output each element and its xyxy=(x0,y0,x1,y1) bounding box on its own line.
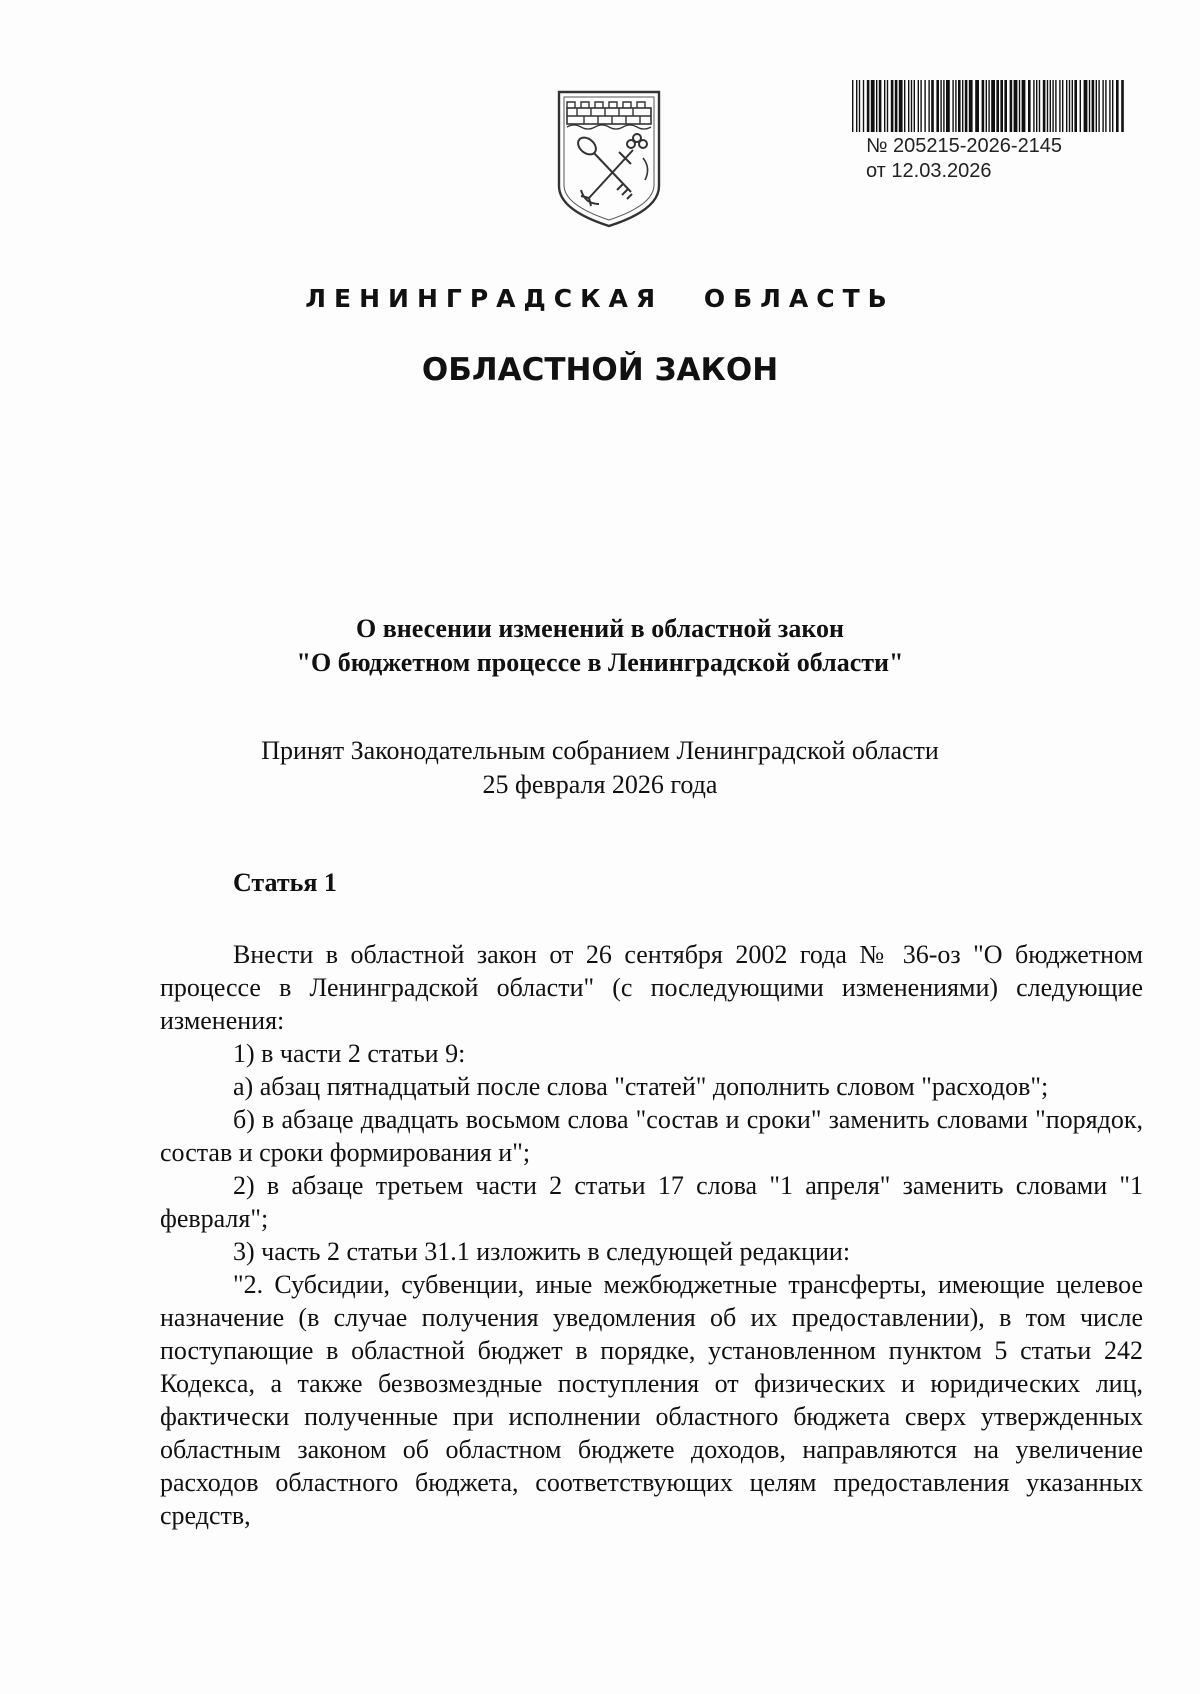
barcode-bar xyxy=(904,80,905,132)
barcode-bar xyxy=(1066,80,1067,132)
barcode-bar xyxy=(895,80,898,132)
adoption-note-line-1: Принят Законодательным собранием Ленинградской области xyxy=(261,736,939,765)
barcode-bar xyxy=(936,80,939,132)
barcode-bar xyxy=(1010,80,1013,132)
barcode-bar xyxy=(1069,80,1070,132)
barcode-bar xyxy=(914,80,915,132)
barcode-bar xyxy=(871,80,875,132)
barcode-bar xyxy=(943,80,944,132)
barcode-bar xyxy=(863,80,864,132)
law-title-line-2: "О бюджетном процессе в Ленинградской области" xyxy=(296,648,904,677)
barcode-bar xyxy=(1116,80,1119,132)
barcode-bar xyxy=(1047,80,1048,132)
paragraph: 1) в части 2 статьи 9: xyxy=(233,1039,466,1068)
barcode-bar xyxy=(1096,80,1097,132)
barcode-bar xyxy=(1121,80,1124,132)
article-body xyxy=(160,938,1143,1532)
law-title xyxy=(0,612,1200,680)
barcode-bar xyxy=(1074,80,1077,132)
barcode-bar xyxy=(899,80,903,132)
barcode-bar xyxy=(1080,80,1081,132)
barcode-bar xyxy=(924,80,925,132)
region-name: ЛЕНИНГРАДСКАЯ ОБЛАСТЬ xyxy=(305,284,895,313)
barcode-bar xyxy=(859,80,860,132)
barcode-bar xyxy=(946,80,950,132)
barcode-bar xyxy=(911,80,912,132)
barcode-bar xyxy=(1098,80,1099,132)
registration-date: от 12.03.2026 xyxy=(866,160,992,182)
barcode-bar xyxy=(1055,80,1056,132)
barcode-bar xyxy=(991,80,995,132)
adoption-date: 25 февраля 2026 года xyxy=(482,770,718,799)
barcode-bar xyxy=(1043,80,1046,132)
barcode-bar xyxy=(965,80,968,132)
barcode-bar xyxy=(986,80,987,132)
barcode-bar xyxy=(928,80,929,132)
barcode-bar xyxy=(1109,80,1110,132)
barcode-bar xyxy=(975,80,979,132)
barcode-bar xyxy=(1014,80,1018,132)
barcode-icon xyxy=(850,80,1130,136)
barcode-bar xyxy=(1022,80,1026,132)
barcode-bar xyxy=(955,80,956,132)
barcode-bar xyxy=(1059,80,1060,132)
barcode-bar xyxy=(1028,80,1031,132)
paragraph: б) в абзаце двадцать восьмом слова "состав и сроки" заменить словами "порядок, состав и сроки формирования и"; xyxy=(160,1105,1143,1167)
barcode-bar xyxy=(1105,80,1106,132)
barcode-bar xyxy=(856,80,857,132)
barcode-bar xyxy=(962,80,963,132)
paragraph: 3) часть 2 статьи 31.1 изложить в следующей редакции: xyxy=(233,1237,851,1266)
barcode-bar xyxy=(884,80,885,132)
barcode-bar xyxy=(996,80,999,132)
barcode-bar xyxy=(1072,80,1073,132)
barcode-bar xyxy=(908,80,909,132)
barcode-bar xyxy=(1050,80,1051,132)
barcode-bar xyxy=(958,80,961,132)
barcode-bar xyxy=(879,80,882,132)
registration-number: № 205215-2026-2145 xyxy=(866,135,1063,157)
barcode-bar xyxy=(1039,80,1040,132)
paragraph: а) абзац пятнадцатый после слова "статей" дополнить словом "расходов"; xyxy=(233,1072,1049,1101)
barcode-bar xyxy=(952,80,953,132)
registration-block xyxy=(866,134,1062,184)
barcode-bar xyxy=(891,80,894,132)
barcode-bar xyxy=(887,80,888,132)
barcode-bar xyxy=(918,80,919,132)
barcode-bar xyxy=(988,80,989,132)
barcode-bar xyxy=(1112,80,1113,132)
barcode-bar xyxy=(1036,80,1037,132)
paragraph: 2) в абзаце третьем части 2 статьи 17 слова "1 апреля" заменить словами "1 февраля"; xyxy=(160,1171,1143,1233)
adoption-note xyxy=(0,734,1200,802)
barcode-bar xyxy=(1062,80,1063,132)
barcode-bar xyxy=(852,80,853,132)
paragraph: "2. Субсидии, субвенции, иные межбюджетные трансферты, имеющие целевое назначение (в случае получения уведомления об их предоставлении), в том числе поступающие в областной бюджет в порядке, установленном пунктом 5 статьи 242 Кодекса, а также безвозмездные поступления от физических и юридических лиц, фактически полученные при исполнении областного бюджета сверх утвержденных областным законом об областном бюджете доходов, направляются на увеличение расходов областного бюджета, соответствующих целям предоставления указанных средств, xyxy=(160,1270,1143,1530)
article-heading: Статья 1 xyxy=(233,868,337,897)
coat-of-arms-icon xyxy=(553,86,665,230)
law-type-heading: ОБЛАСТНОЙ ЗАКОН xyxy=(421,352,779,388)
barcode-bar xyxy=(1084,80,1088,132)
barcode-bar xyxy=(931,80,934,132)
barcode-bar xyxy=(1052,80,1053,132)
barcode-bar xyxy=(876,80,877,132)
barcode-bar xyxy=(920,80,921,132)
barcode-bar xyxy=(1089,80,1090,132)
paragraph: Внести в областной закон от 26 сентября 2002 года № 36-оз "О бюджетном процессе в Ленинградской области" (с последующими изменениями) следующие изменения: xyxy=(160,940,1143,1035)
barcode-bar xyxy=(1102,80,1103,132)
barcode-bar xyxy=(1092,80,1095,132)
barcode-bar xyxy=(1004,80,1007,132)
barcode-bar xyxy=(1019,80,1020,132)
barcode-bar xyxy=(982,80,985,132)
barcode-bar xyxy=(940,80,941,132)
barcode-bar xyxy=(1033,80,1034,132)
barcode-bar xyxy=(867,80,870,132)
barcode-bar xyxy=(969,80,973,132)
law-title-line-1: О внесении изменений в областной закон xyxy=(355,614,845,643)
barcode-bar xyxy=(1000,80,1003,132)
